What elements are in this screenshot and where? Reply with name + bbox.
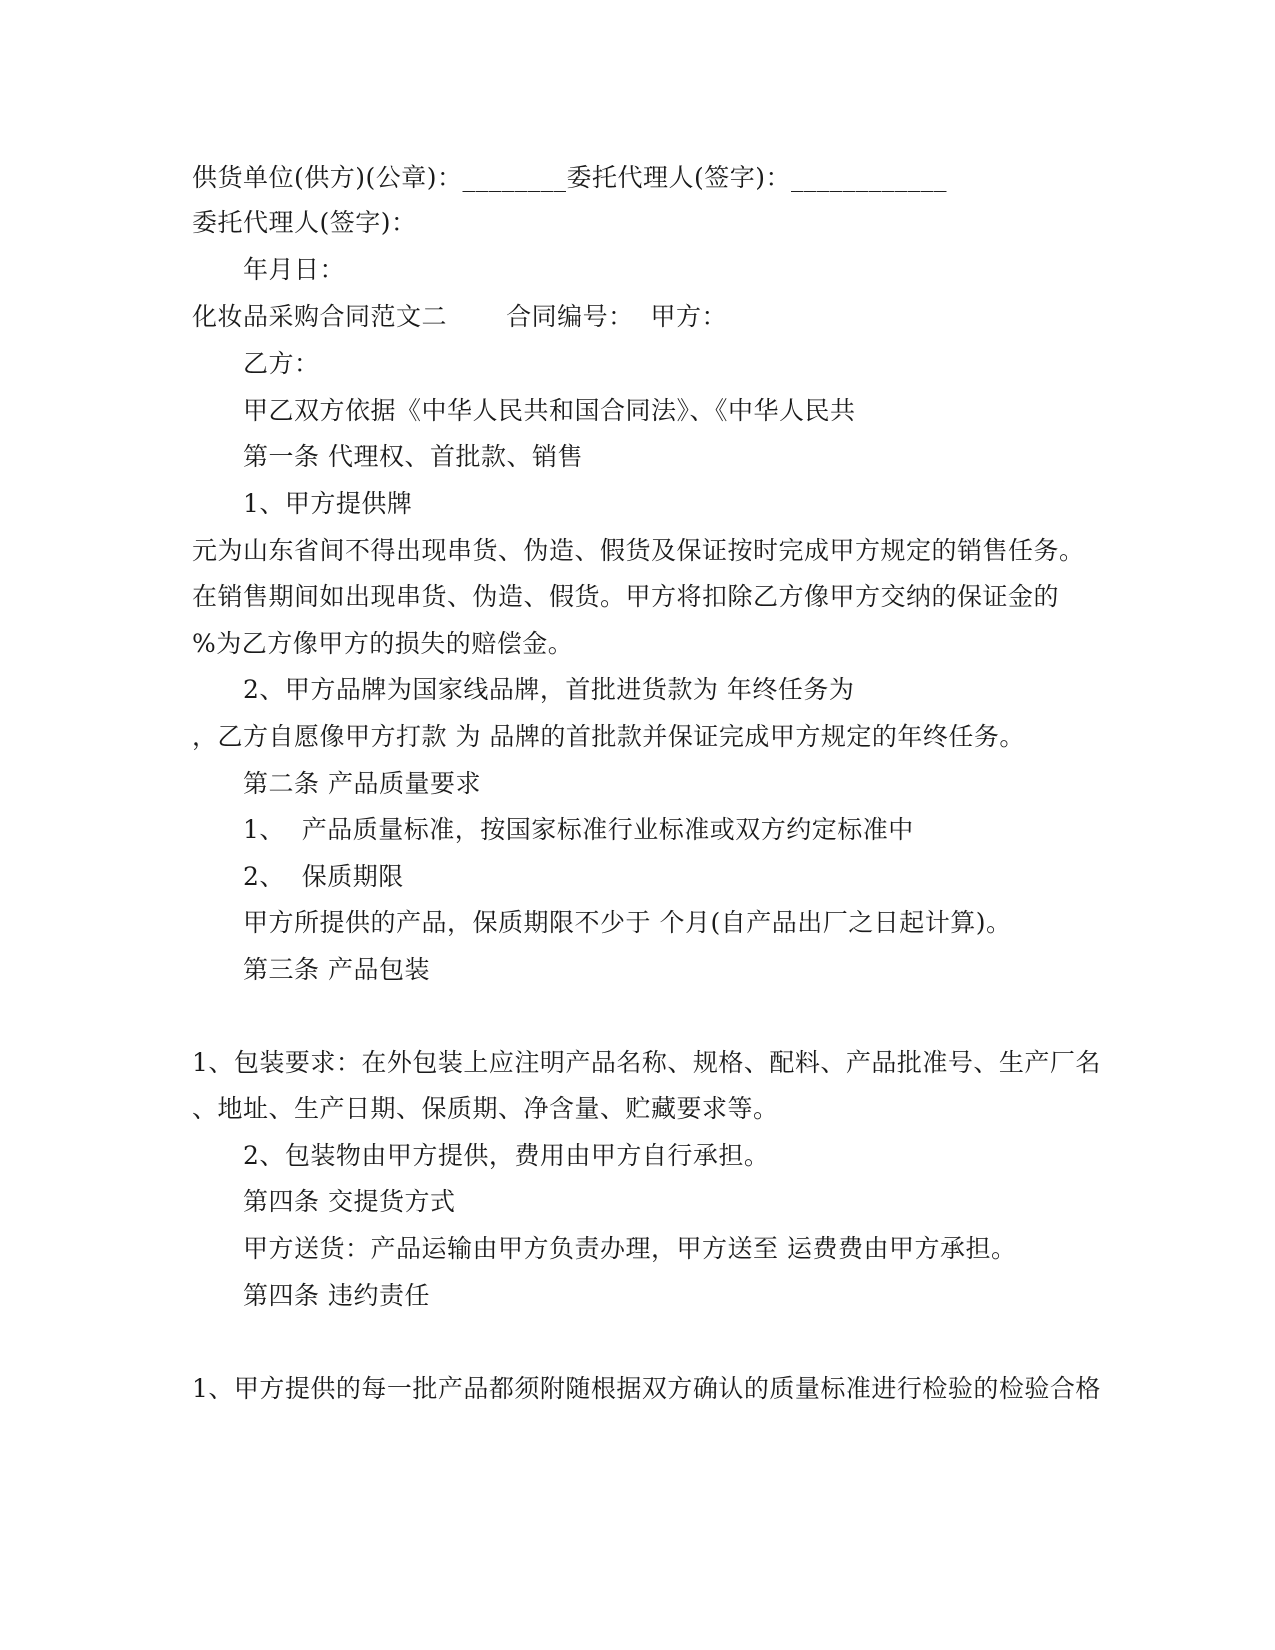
article-3-item-2: 2、包装物由甲方提供，费用由甲方自行承担。 — [243, 1141, 770, 1170]
article-2-item-1: 1、 产品质量标准，按国家标准行业标准或双方约定标准中 — [243, 815, 914, 844]
supplier-seal-blank: ________ — [462, 163, 567, 192]
article-1-item-1: 1、甲方提供牌 — [243, 489, 413, 518]
article-1-item-2: 2、甲方品牌为国家线品牌，首批进货款为 年终任务为 — [243, 675, 855, 704]
article-4-breach-heading: 第四条 违约责任 — [243, 1281, 430, 1310]
article-4-heading: 第四条 交提货方式 — [243, 1187, 456, 1216]
agent-signature-line: 委托代理人(签字)： — [192, 208, 417, 237]
breach-item-1: 1、甲方提供的每一批产品都须附随根据双方确认的质量标准进行检验的检验合格 — [192, 1374, 1101, 1403]
paragraph-line: ，乙方自愿像甲方打款 为 品牌的首批款并保证完成甲方规定的年终任务。 — [192, 722, 1025, 751]
contract-title-line: 化妆品采购合同范文二 合同编号： 甲方： — [192, 302, 728, 331]
article-3-heading: 第三条 产品包装 — [243, 955, 430, 984]
agent-signature-label: 委托代理人(签字)： — [566, 163, 792, 192]
article-1-heading: 第一条 代理权、首批款、销售 — [243, 442, 583, 471]
party-b-line: 乙方： — [243, 349, 320, 378]
article-2-heading: 第二条 产品质量要求 — [243, 769, 481, 798]
paragraph-line: 、地址、生产日期、保质期、净含量、贮藏要求等。 — [192, 1094, 779, 1123]
paragraph-line: %为乙方像甲方的损失的赔偿金。 — [192, 629, 574, 658]
article-2-item-2: 2、 保质期限 — [243, 862, 404, 891]
agent-signature-blank: ____________ — [791, 163, 948, 192]
preamble-line: 甲乙双方依据《中华人民共和国合同法》、《中华人民共 — [243, 396, 856, 425]
date-line: 年月日： — [243, 255, 346, 284]
paragraph-line: 元为山东省间不得出现串货、伪造、假货及保证按时完成甲方规定的销售任务。 — [192, 536, 1085, 565]
paragraph-line: 甲方送货：产品运输由甲方负责办理，甲方送至 运费费由甲方承担。 — [243, 1234, 1017, 1263]
signature-line-supplier — [192, 163, 947, 193]
paragraph-line: 在销售期间如出现串货、伪造、假货。甲方将扣除乙方像甲方交纳的保证金的 — [192, 582, 1060, 611]
article-3-item-1: 1、包装要求：在外包装上应注明产品名称、规格、配料、产品批准号、生产厂名 — [192, 1048, 1101, 1077]
supplier-seal-label: 供货单位(供方)(公章)： — [192, 163, 463, 192]
paragraph-line: 甲方所提供的产品，保质期限不少于 个月(自产品出厂之日起计算)。 — [243, 908, 1012, 937]
